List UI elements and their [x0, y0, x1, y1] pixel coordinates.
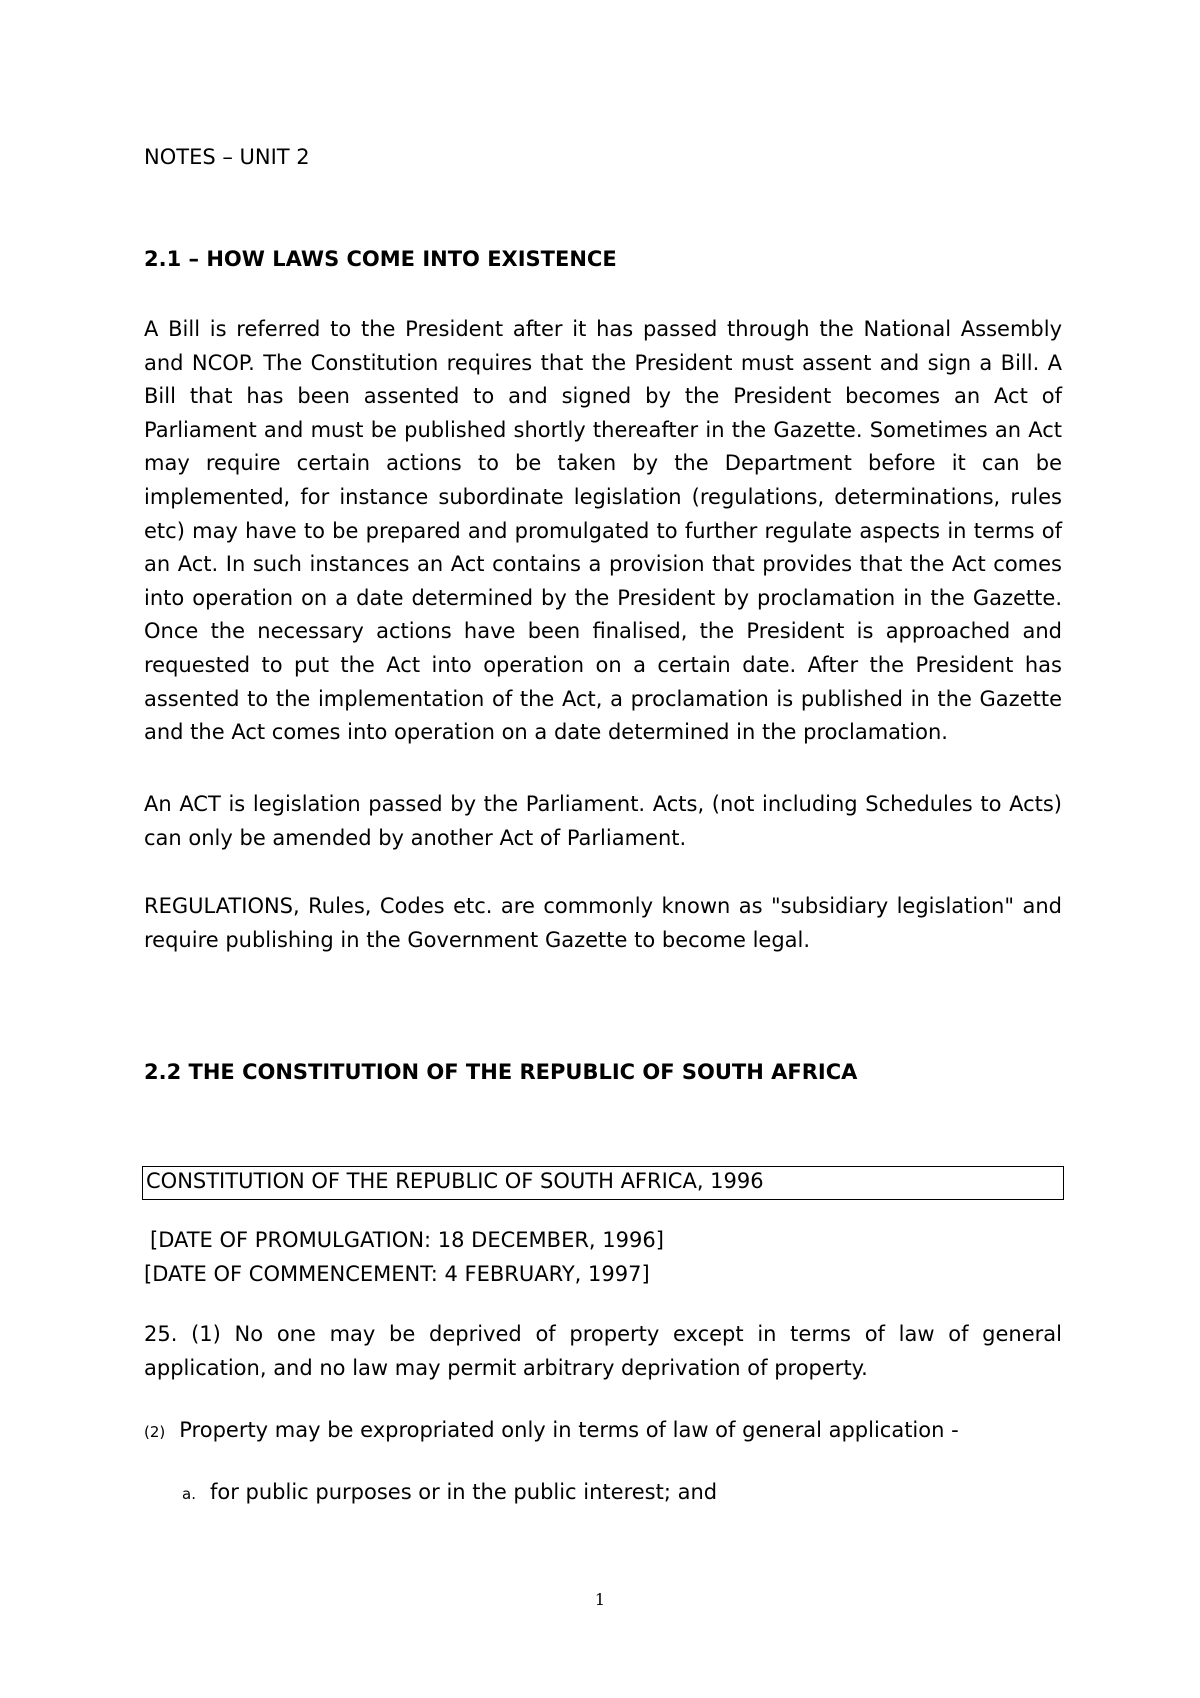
notes-title: NOTES – UNIT 2	[144, 145, 310, 169]
constitution-title: CONSTITUTION OF THE REPUBLIC OF SOUTH AFRICA, 1996	[146, 1169, 764, 1193]
section-2-1-paragraph-2: An ACT is legislation passed by the Parliament. Acts, (not including Schedules to Acts) can only be amended by another Act of Parliament.	[144, 792, 1062, 850]
clause-25-2-text: Property may be expropriated only in terms of law of general application -	[179, 1418, 959, 1442]
clause-25-1: 25. (1) No one may be deprived of property except in terms of law of general application, and no law may permit arbitrary deprivation of property.	[144, 1322, 1062, 1380]
constitution-title-box	[142, 1166, 1064, 1200]
section-2-1-paragraph-3: REGULATIONS, Rules, Codes etc. are commonly known as "subsidiary legislation" and require publishing in the Government Gazette to become legal.	[144, 894, 1062, 952]
clause-25-2-number: (2)	[144, 1423, 166, 1441]
page-number: 1	[594, 1590, 606, 1609]
clause-item-a	[182, 1480, 717, 1504]
item-a-text: for public purposes or in the public interest; and	[209, 1480, 718, 1504]
item-a-label: a.	[182, 1485, 196, 1503]
section-2-2-heading: 2.2 THE CONSTITUTION OF THE REPUBLIC OF SOUTH AFRICA	[144, 1060, 858, 1084]
clause-25-2	[144, 1418, 959, 1442]
section-2-1-heading: 2.1 – HOW LAWS COME INTO EXISTENCE	[144, 247, 617, 271]
section-2-1-paragraph-1: A Bill is referred to the President after it has passed through the National Assembly and NCOP. The Constitution requires that the President must assent and sign a Bill. A Bill that has been assented to and signed by the President becomes an Act of Parliament and must be published shortly thereafter in the Gazette. Sometimes an Act may require certain actions to be taken by the Department before it can be implemented, for instance subordinate legislation (regulations, determinations, rules etc) may have to be prepared and promulgated to further regulate aspects in terms of an Act. In such instances an Act contains a provision that provides that the Act comes into operation on a date determined by the President by proclamation in the Gazette. Once the necessary actions have been finalised, the President is approached and requested to put the Act into operation on a certain date. After the President has assented to the implementation of the Act, a proclamation is published in the Gazette and the Act comes into operation on a date determined in the proclamation.	[144, 317, 1062, 745]
promulgation-date: [DATE OF PROMULGATION: 18 DECEMBER, 1996]	[150, 1228, 664, 1252]
commencement-date: [DATE OF COMMENCEMENT: 4 FEBRUARY, 1997]	[144, 1262, 650, 1286]
